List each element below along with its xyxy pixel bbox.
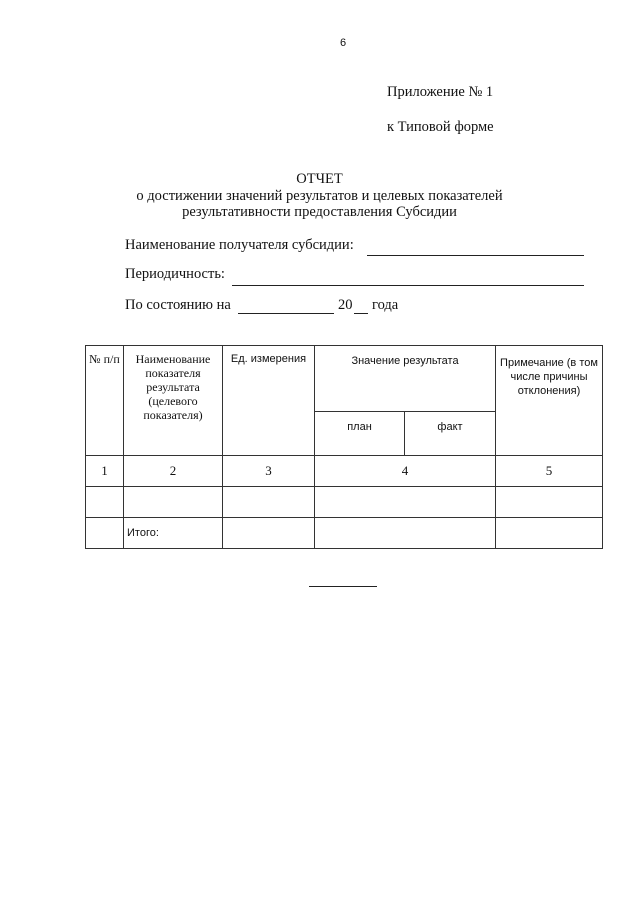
periodicity-field[interactable] xyxy=(232,285,584,286)
table-row xyxy=(86,487,603,518)
empty-cell[interactable] xyxy=(86,487,124,518)
recipient-field[interactable] xyxy=(367,255,584,256)
table-index-row xyxy=(86,456,603,487)
year-field[interactable] xyxy=(354,313,368,314)
empty-cell[interactable] xyxy=(496,518,603,549)
report-title: ОТЧЕТ xyxy=(296,171,343,187)
empty-cell[interactable] xyxy=(223,487,315,518)
recipient-label: Наименование получателя субсидии: xyxy=(125,237,354,253)
header-note: Примечание (в том числе причины отклонения) xyxy=(496,346,603,456)
closing-divider xyxy=(309,586,377,587)
index-cell: 1 xyxy=(86,456,124,487)
annex-reference: к Типовой форме xyxy=(387,119,494,135)
table-total-row xyxy=(86,518,603,549)
header-plan: план xyxy=(315,412,405,456)
annex-number: Приложение № 1 xyxy=(387,84,494,100)
total-label: Итого: xyxy=(124,518,223,549)
year-prefix: 20 xyxy=(338,297,353,313)
as-of-date-field[interactable] xyxy=(238,313,334,314)
empty-cell[interactable] xyxy=(124,487,223,518)
header-indicator-name: Наименование показателя результата (целевого показателя) xyxy=(124,346,223,456)
page-number: 6 xyxy=(340,37,347,49)
empty-cell[interactable] xyxy=(315,487,496,518)
empty-cell[interactable] xyxy=(315,518,496,549)
index-cell: 2 xyxy=(124,456,223,487)
empty-cell[interactable] xyxy=(86,518,124,549)
index-cell: 3 xyxy=(223,456,315,487)
index-cell: 4 xyxy=(315,456,496,487)
report-table xyxy=(85,345,603,549)
header-fact: факт xyxy=(405,412,496,456)
report-subtitle-line2: результативности предоставления Субсидии xyxy=(182,204,457,220)
index-cell: 5 xyxy=(496,456,603,487)
header-value: Значение результата xyxy=(315,346,496,412)
report-subtitle-line1: о достижении значений результатов и целевых показателей xyxy=(136,188,503,204)
year-suffix: года xyxy=(372,297,399,313)
periodicity-label: Периодичность: xyxy=(125,266,225,282)
header-num: № п/п xyxy=(86,346,124,456)
empty-cell[interactable] xyxy=(496,487,603,518)
empty-cell[interactable] xyxy=(223,518,315,549)
as-of-label: По состоянию на xyxy=(125,297,231,313)
header-unit: Ед. измерения xyxy=(223,346,315,456)
table-header-row xyxy=(86,346,603,412)
